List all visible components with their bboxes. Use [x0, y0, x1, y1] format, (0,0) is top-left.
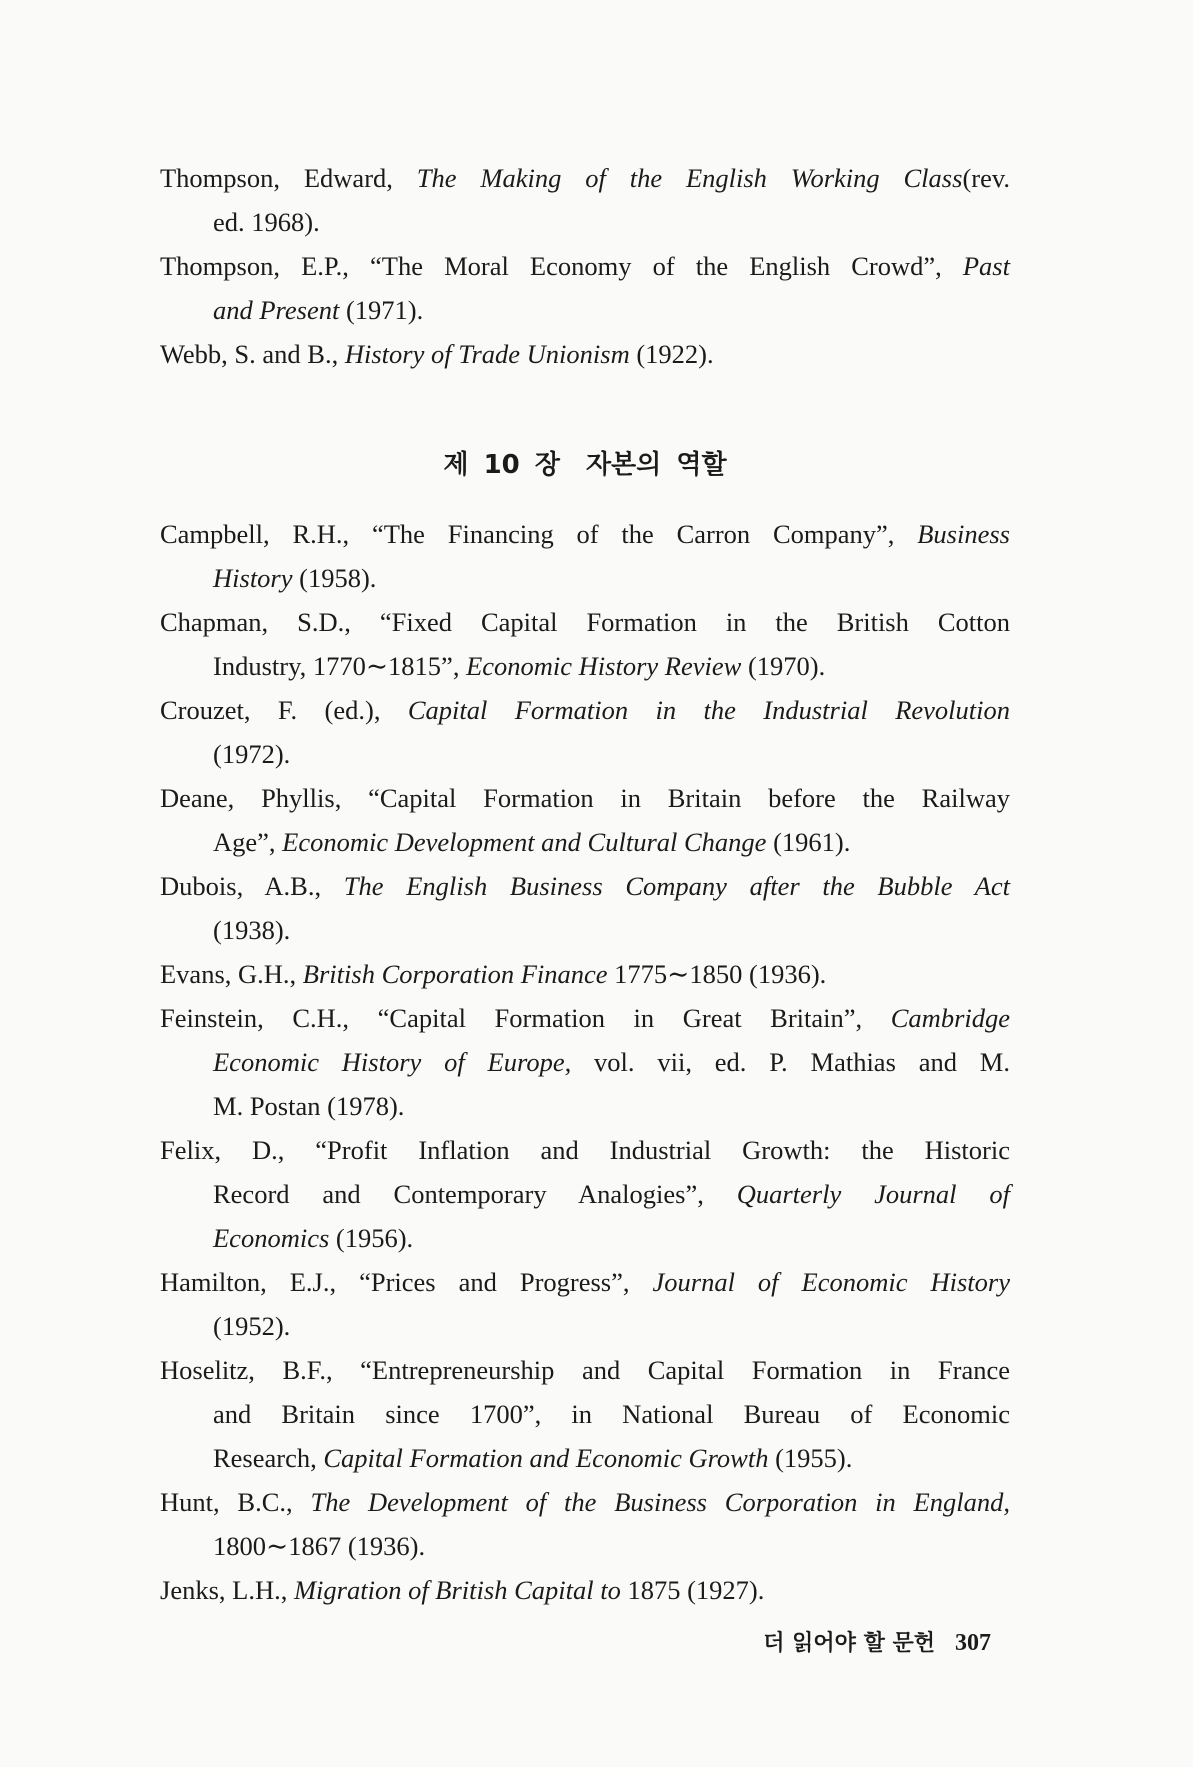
italic-title-text: Business: [917, 519, 1010, 549]
citation-text: and Britain since 1700”, in National Bureau of Economic: [213, 1399, 1010, 1429]
page-footer: [763, 1626, 991, 1657]
entry-line: [160, 512, 1010, 556]
citation-text: Jenks, L.H.,: [160, 1575, 294, 1605]
italic-title-text: Cambridge: [890, 1003, 1010, 1033]
citation-text: vol. vii, ed. P. Mathias and M.: [571, 1047, 1010, 1077]
bibliography-entry: [160, 1568, 1010, 1612]
citation-text: 1775∼1850 (1936).: [607, 959, 827, 989]
citation-text: Evans, G.H.,: [160, 959, 303, 989]
italic-title-text: The English Business Company after the Bubble Act: [343, 871, 1010, 901]
citation-text: Thompson, Edward,: [160, 163, 417, 193]
italic-title-text: Economic History Review: [466, 651, 742, 681]
italic-title-text: and Present: [213, 295, 340, 325]
citation-text: (1971).: [339, 295, 424, 325]
citation-text: Industry, 1770∼1815”,: [213, 651, 467, 681]
bibliography-entry: [160, 996, 1010, 1128]
italic-title-text: Migration of British Capital to: [293, 1575, 621, 1605]
citation-text: (1961).: [766, 827, 851, 857]
entry-line: [160, 864, 1010, 908]
bibliography-entry: [160, 332, 1010, 376]
citation-text: (rev.: [962, 163, 1011, 193]
bibliography-entry: [160, 600, 1010, 688]
entry-line: [160, 1392, 1010, 1436]
citation-text: Hamilton, E.J., “Prices and Progress”,: [160, 1267, 653, 1297]
citation-text: (1972).: [213, 739, 291, 769]
entry-line: [160, 732, 1010, 776]
entry-line: [160, 1216, 1010, 1260]
entry-line: [160, 996, 1010, 1040]
italic-title-text: The Development of the Business Corporation in England,: [310, 1487, 1010, 1517]
entry-line: [160, 244, 1010, 288]
bibliography-entry: [160, 952, 1010, 996]
bibliography-page: [160, 156, 1010, 1612]
citation-text: (1952).: [213, 1311, 291, 1341]
entry-line: [160, 776, 1010, 820]
entry-line: [160, 1304, 1010, 1348]
citation-text: Hunt, B.C.,: [160, 1487, 311, 1517]
citation-text: Deane, Phyllis, “Capital Formation in Britain before the Railway: [160, 783, 1010, 813]
citation-text: Dubois, A.B.,: [160, 871, 344, 901]
bibliography-entry: [160, 1348, 1010, 1480]
citation-text: 1875 (1927).: [620, 1575, 765, 1605]
bibliography-entry: [160, 1260, 1010, 1348]
italic-title-text: Journal of Economic History: [652, 1267, 1010, 1297]
entry-line: [160, 908, 1010, 952]
citation-text: Felix, D., “Profit Inflation and Industrial Growth: the Historic: [160, 1135, 1010, 1165]
italic-title-text: Quarterly Journal of: [736, 1179, 1010, 1209]
citation-text: Hoselitz, B.F., “Entrepreneurship and Capital Formation in France: [160, 1355, 1010, 1385]
italic-title-text: History: [213, 563, 293, 593]
entry-line: [160, 1040, 1010, 1084]
entry-line: [160, 332, 1010, 376]
entry-line: [160, 200, 1010, 244]
citation-text: Chapman, S.D., “Fixed Capital Formation in the British Cotton: [160, 607, 1010, 637]
entry-line: [160, 1524, 1010, 1568]
citation-text: Age”,: [213, 827, 283, 857]
entry-line: [160, 1568, 1010, 1612]
entry-line: [160, 1436, 1010, 1480]
citation-text: Webb, S. and B.,: [160, 339, 345, 369]
entry-line: [160, 1172, 1010, 1216]
bibliography-entry: [160, 156, 1010, 244]
citation-text: Research,: [213, 1443, 324, 1473]
italic-title-text: Economics: [213, 1223, 330, 1253]
citation-text: Crouzet, F. (ed.),: [160, 695, 408, 725]
chapter-heading: 제 10 장 자본의 역할: [443, 450, 727, 480]
entry-line: [160, 644, 1010, 688]
citation-text: Record and Contemporary Analogies”,: [213, 1179, 737, 1209]
italic-title-text: History of Trade Unionism: [344, 339, 630, 369]
bibliography-entry: [160, 1480, 1010, 1568]
entry-line: [160, 1084, 1010, 1128]
entry-line: [160, 1348, 1010, 1392]
entry-line: [160, 556, 1010, 600]
bibliography-entry: [160, 864, 1010, 952]
entry-line: [160, 688, 1010, 732]
entry-line: [160, 156, 1010, 200]
italic-title-text: Economic Development and Cultural Change: [282, 827, 767, 857]
citation-text: (1958).: [292, 563, 377, 593]
bibliography-entry: [160, 688, 1010, 776]
entry-line: [160, 1128, 1010, 1172]
italic-title-text: British Corporation Finance: [302, 959, 608, 989]
entry-line: [160, 952, 1010, 996]
citation-text: (1970).: [741, 651, 826, 681]
citation-text: M. Postan (1978).: [213, 1091, 405, 1121]
bibliography-entry: [160, 1128, 1010, 1260]
italic-title-text: Capital Formation and Economic Growth: [323, 1443, 769, 1473]
italic-title-text: Capital Formation in the Industrial Revolution: [407, 695, 1010, 725]
entry-line: [160, 1480, 1010, 1524]
bibliography-entry: [160, 512, 1010, 600]
citation-text: (1956).: [329, 1223, 414, 1253]
italic-title-text: Economic History of Europe,: [213, 1047, 572, 1077]
bibliography-list-chapter-9: [160, 156, 1010, 376]
running-title: 더 읽어야 할 문헌: [763, 1631, 935, 1656]
citation-text: Feinstein, C.H., “Capital Formation in Great Britain”,: [160, 1003, 891, 1033]
citation-text: (1955).: [768, 1443, 853, 1473]
entry-line: [160, 288, 1010, 332]
entry-line: [160, 820, 1010, 864]
citation-text: (1922).: [629, 339, 714, 369]
citation-text: ed. 1968).: [213, 207, 320, 237]
entry-line: [160, 1260, 1010, 1304]
bibliography-list-chapter-10: [160, 512, 1010, 1612]
italic-title-text: The Making of the English Working Class: [416, 163, 963, 193]
citation-text: Thompson, E.P., “The Moral Economy of the English Crowd”,: [160, 251, 963, 281]
citation-text: (1938).: [213, 915, 291, 945]
bibliography-entry: [160, 244, 1010, 332]
citation-text: Campbell, R.H., “The Financing of the Carron Company”,: [160, 519, 918, 549]
bibliography-entry: [160, 776, 1010, 864]
entry-line: [160, 600, 1010, 644]
page-number: 307: [955, 1630, 991, 1656]
italic-title-text: Past: [962, 251, 1010, 281]
citation-text: 1800∼1867 (1936).: [213, 1531, 426, 1561]
